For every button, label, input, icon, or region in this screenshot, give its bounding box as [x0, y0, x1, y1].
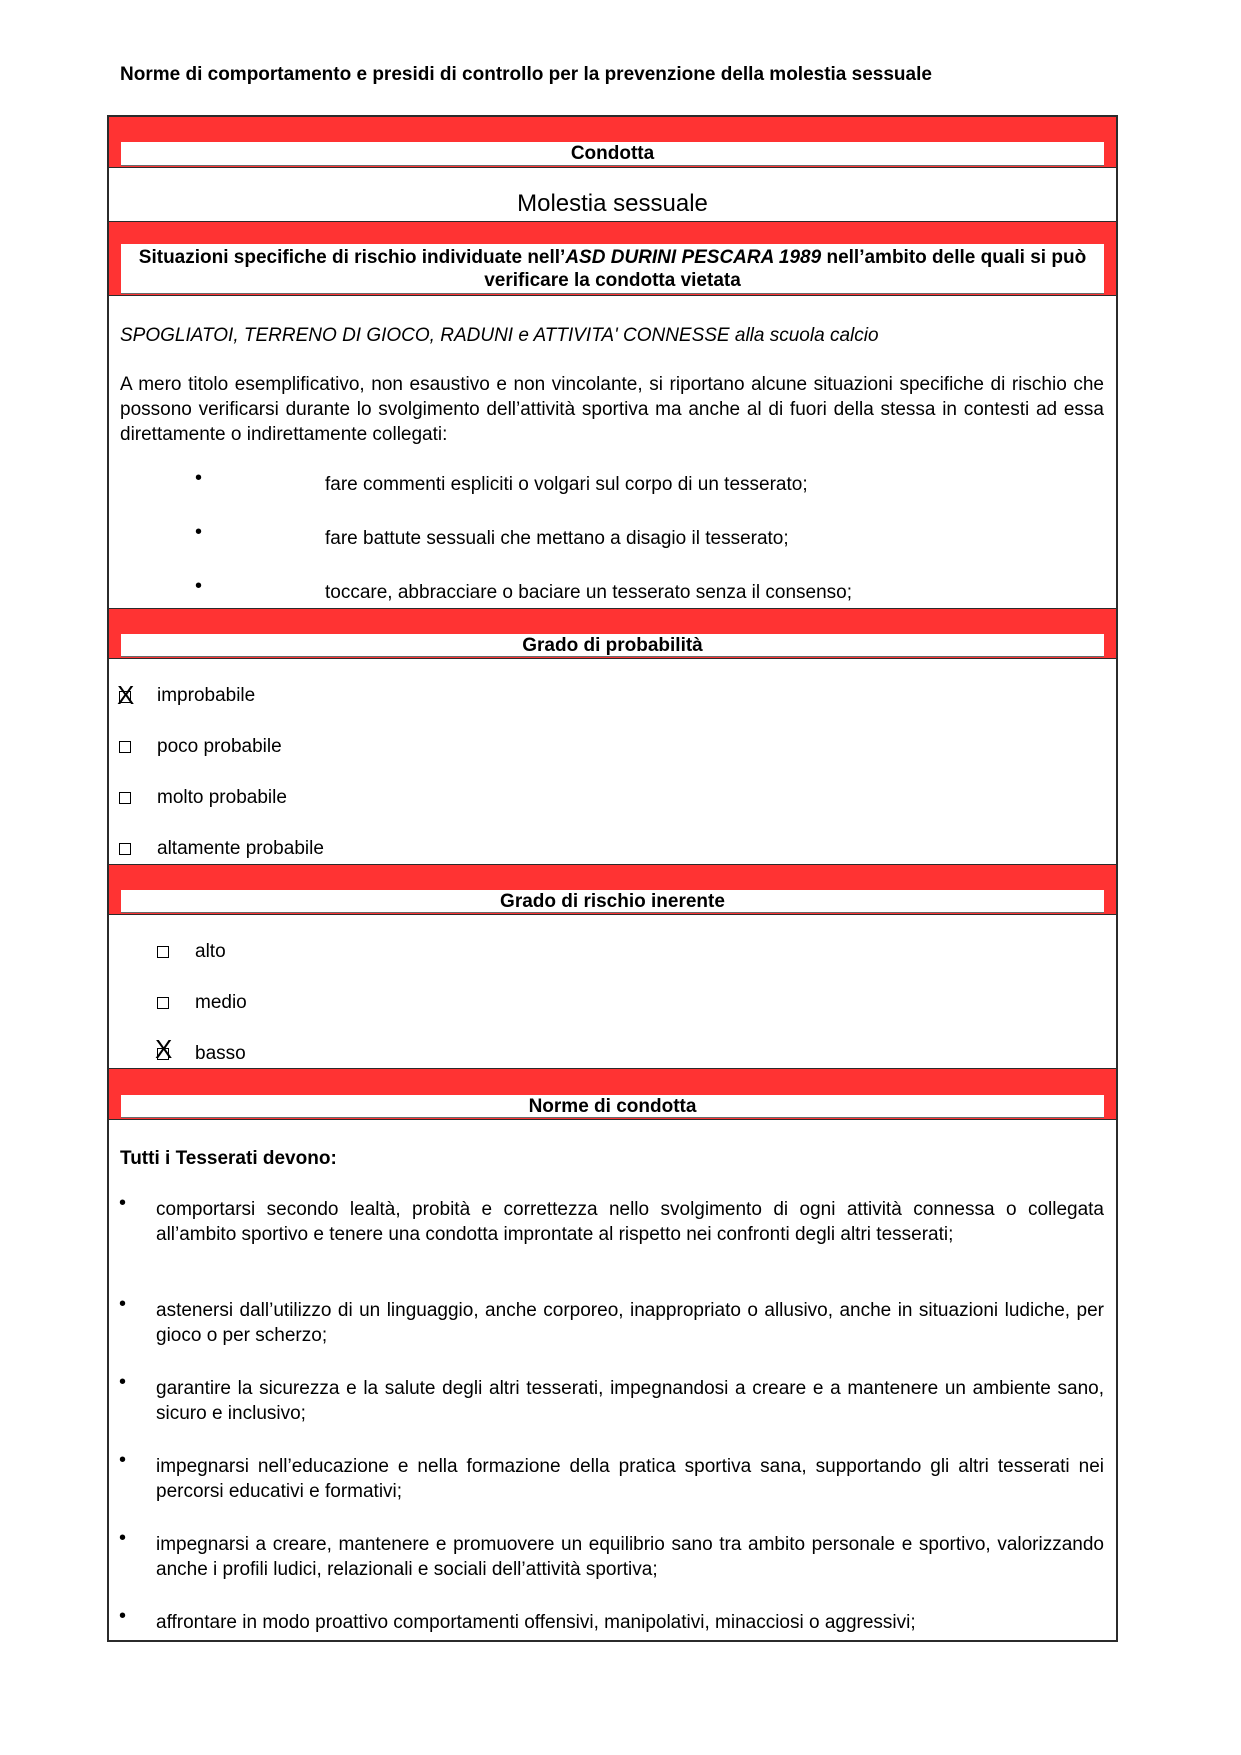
document-title: Norme di comportamento e presidi di controllo per la prevenzione della molestia sessuale	[120, 64, 932, 85]
option-label: improbabile	[157, 685, 256, 706]
option-label: basso	[195, 1043, 246, 1064]
norme-header: Norme di condotta	[121, 1095, 1104, 1118]
norm-item: comportarsi secondo lealtà, probità e correttezza nello svolgimento di ogni attività connessa o collegata all’ambito sportivo e tenere una condotta improntate al rispetto nei confronti degli altri tesserati;	[156, 1199, 1104, 1245]
divider	[109, 167, 1116, 168]
checkbox-basso[interactable]	[157, 1048, 169, 1060]
situazioni-header: Situazioni specifiche di rischio individuate nell’ASD DURINI PESCARA 1989 nell’ambito delle quali si può verificare la condotta vietata	[121, 244, 1104, 294]
norme-lead: Tutti i Tesserati devono:	[120, 1148, 337, 1169]
checkbox-medio[interactable]	[157, 997, 169, 1009]
norm-item: affrontare in modo proattivo comportamenti offensivi, manipolativi, minacciosi o aggressivi;	[156, 1612, 916, 1633]
bullet-icon: •	[195, 467, 203, 489]
checkbox-poco-probabile[interactable]	[119, 741, 131, 753]
checkbox-molto-probabile[interactable]	[119, 792, 131, 804]
norm-item: garantire la sicurezza e la salute degli altri tesserati, impegnandosi a creare e a mantenere un ambiente sano, sicuro e inclusivo;	[156, 1378, 1104, 1424]
norm-item: astenersi dall’utilizzo di un linguaggio, anche corporeo, inappropriato o allusivo, anche in situazioni ludiche, per gioco o per scherzo;	[156, 1300, 1104, 1346]
risk-places: SPOGLIATOI, TERRENO DI GIOCO, RADUNI e ATTIVITA' CONNESSE alla scuola calcio	[120, 325, 879, 346]
bullet-icon: •	[119, 1605, 127, 1627]
organization-name: ASD DURINI PESCARA 1989	[565, 247, 822, 268]
bullet-icon: •	[119, 1371, 127, 1393]
checked-mark-icon: X	[117, 680, 135, 710]
option-label: molto probabile	[157, 787, 287, 808]
divider	[109, 658, 1116, 659]
probabilita-header-band	[109, 609, 1116, 658]
bullet-icon: •	[119, 1192, 127, 1214]
option-label: alto	[195, 941, 226, 962]
checked-mark-icon: X	[155, 1034, 173, 1064]
conduct-title: Molestia sessuale	[517, 190, 708, 217]
bullet-icon: •	[195, 521, 203, 543]
condotta-header: Condotta	[121, 142, 1104, 166]
checkbox-altamente-probabile[interactable]	[119, 843, 131, 855]
option-label: medio	[195, 992, 247, 1013]
risk-item: toccare, abbracciare o baciare un tesserato senza il consenso;	[325, 582, 853, 603]
norm-item: impegnarsi nell’educazione e nella formazione della pratica sportiva sana, supportando gli altri tesserati nei percorsi educativi e formativi;	[156, 1456, 1104, 1502]
option-label: altamente probabile	[157, 838, 324, 859]
rischio-header-band	[109, 865, 1116, 914]
condotta-header-band	[109, 117, 1116, 167]
option-label: poco probabile	[157, 736, 282, 757]
risk-item: fare battute sessuali che mettano a disagio il tesserato;	[325, 528, 789, 549]
bullet-icon: •	[119, 1527, 127, 1549]
risk-item: fare commenti espliciti o volgari sul corpo di un tesserato;	[325, 474, 808, 495]
rischio-header: Grado di rischio inerente	[121, 890, 1104, 913]
situazioni-header-band	[109, 222, 1116, 295]
conduct-table	[107, 115, 1118, 1642]
divider	[109, 295, 1116, 296]
norme-header-band	[109, 1069, 1116, 1119]
probabilita-header: Grado di probabilità	[121, 634, 1104, 657]
checkbox-improbabile[interactable]	[119, 691, 131, 703]
bullet-icon: •	[195, 575, 203, 597]
divider	[109, 1119, 1116, 1120]
divider	[109, 914, 1116, 915]
risk-intro: A mero titolo esemplificativo, non esaustivo e non vincolante, si riportano alcune situazioni specifiche di rischio che possono verificarsi durante lo svolgimento dell’attività sportiva ma anche al di fuori della stessa in contesti ad essa direttamente o indirettamente collegati:	[120, 374, 1104, 445]
checkbox-alto[interactable]	[157, 946, 169, 958]
bullet-icon: •	[119, 1449, 127, 1471]
bullet-icon: •	[119, 1293, 127, 1315]
norm-item: impegnarsi a creare, mantenere e promuovere un equilibrio sano tra ambito personale e sportivo, valorizzando anche i profili ludici, relazionali e sociali dell’attività sportiva;	[156, 1534, 1104, 1580]
